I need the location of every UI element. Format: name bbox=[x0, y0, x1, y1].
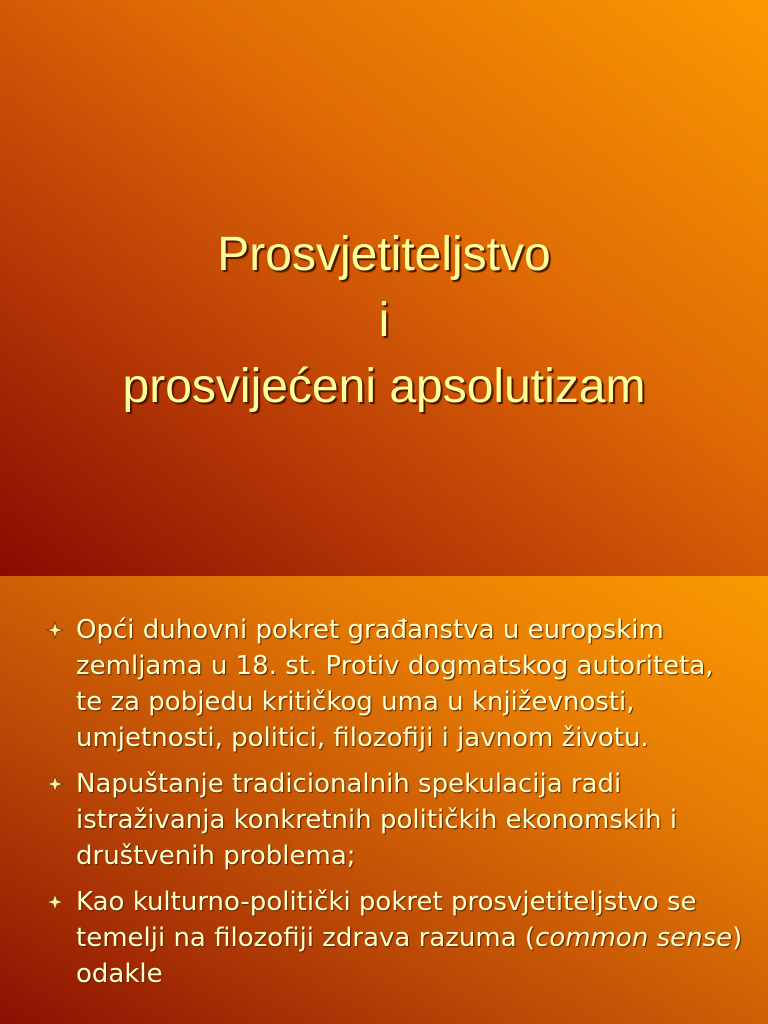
bullet-item bbox=[46, 766, 746, 874]
bullet-text-part: Kao kulturno-politički pokret prosvjetiteljstvo se temelji na filozofiji zdrava razuma ( bbox=[76, 887, 697, 953]
sparkle-bullet-icon bbox=[46, 621, 64, 639]
sparkle-bullet-icon bbox=[46, 775, 64, 793]
bullet-text: Napuštanje tradicionalnih spekulacija radi istraživanja konkretnih političkih ekonomskih i društvenih problema; bbox=[76, 769, 678, 871]
bullet-list bbox=[46, 612, 746, 1002]
bullet-text-part: ) odakle bbox=[76, 923, 743, 989]
title-line-2: i bbox=[378, 294, 390, 347]
content-slide bbox=[0, 576, 768, 1024]
sparkle-bullet-icon bbox=[46, 893, 64, 911]
bullet-text: Opći duhovni pokret građanstva u europskim zemljama u 18. st. Protiv dogmatskog autoriteta, te za pobjedu kritičkog uma u književnosti, umjetnosti, politici, filozofiji i javnom životu. bbox=[76, 615, 714, 753]
bullet-text-italic: common sense bbox=[535, 923, 733, 953]
title-line-3: prosvijećeni apsolutizam bbox=[122, 360, 646, 413]
bullet-item bbox=[46, 884, 746, 992]
title-line-1: Prosvjetiteljstvo bbox=[217, 228, 551, 281]
slide-title bbox=[0, 222, 768, 420]
bullet-item bbox=[46, 612, 746, 756]
